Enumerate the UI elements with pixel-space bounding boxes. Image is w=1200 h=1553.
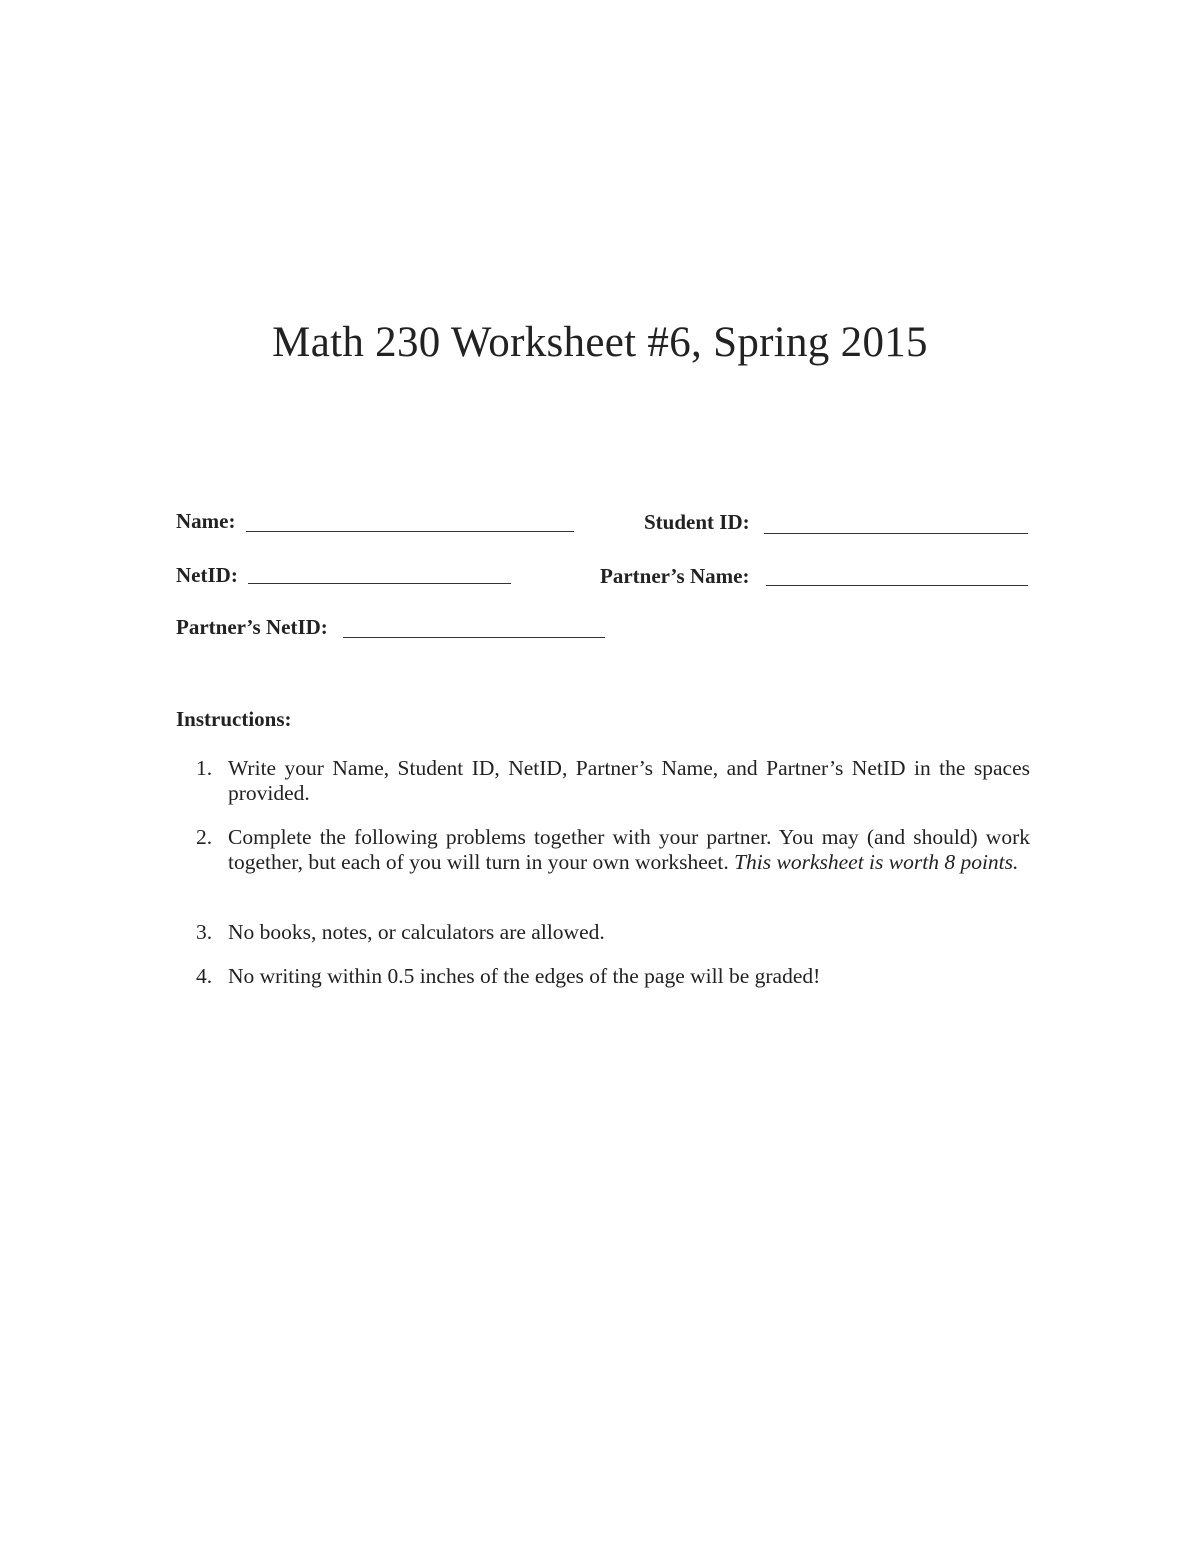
partner-name-field[interactable] <box>766 585 1028 586</box>
netid-field[interactable] <box>248 583 511 584</box>
list-item-text: Write your Name, Student ID, NetID, Partner’s Name, and Partner’s NetID in the spaces provided. <box>228 756 1030 805</box>
student-id-label: Student ID: <box>644 510 750 534</box>
partner-netid-label: Partner’s NetID: <box>176 615 328 639</box>
list-item-text: No writing within 0.5 inches of the edges of the page will be graded! <box>228 964 821 988</box>
list-item-number: 3. <box>196 920 213 944</box>
list-item <box>196 964 1030 989</box>
partner-netid-field[interactable] <box>343 637 605 638</box>
list-item <box>196 825 1030 875</box>
partner-name-label: Partner’s Name: <box>600 564 750 588</box>
netid-label: NetID: <box>176 563 238 587</box>
list-item <box>196 920 1030 945</box>
list-item-number: 2. <box>196 825 213 849</box>
points-note: This worksheet is worth 8 points. <box>734 850 1019 874</box>
instructions-heading: Instructions: <box>176 707 292 731</box>
list-item-text <box>228 825 1030 875</box>
page-title: Math 230 Worksheet #6, Spring 2015 <box>272 319 928 366</box>
list-item-text: No books, notes, or calculators are allowed. <box>228 920 605 944</box>
student-id-field[interactable] <box>764 533 1028 534</box>
list-item <box>196 756 1030 806</box>
list-item-number: 1. <box>196 756 213 780</box>
list-item-number: 4. <box>196 964 213 988</box>
name-label: Name: <box>176 509 236 533</box>
list-item-plain-text: Complete the following problems together with your partner. You may (and should) work together, but each of you will turn in your own worksheet. <box>228 825 1030 874</box>
name-field[interactable] <box>246 531 574 532</box>
